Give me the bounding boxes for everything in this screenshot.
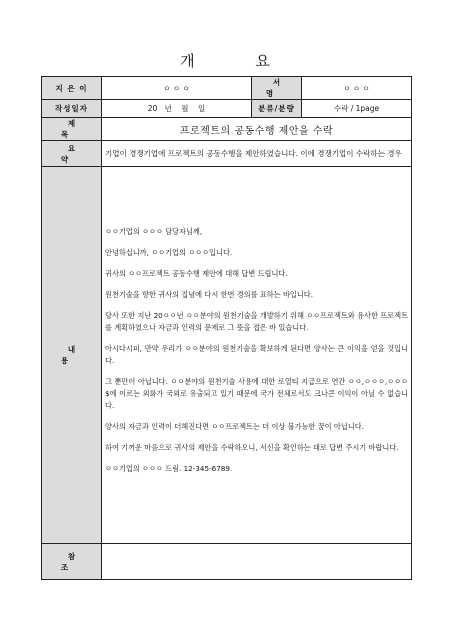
reference-label: 참 조 [42,544,102,580]
content-paragraph: ㅇㅇ기업의 ㅇㅇㅇ 담당자님께, [105,227,203,236]
subject-row [42,118,412,141]
document-title: 개 요 [180,52,298,70]
subject-label: 제 목 [42,118,102,141]
content-paragraph: 원천기술을 향한 귀사의 집념에 다시 한번 경의를 표하는 바입니다. [105,290,314,299]
document-form [41,76,412,580]
content-row [42,167,412,544]
content-label: 내 용 [42,167,102,544]
date-label: 작성일자 [42,100,102,118]
content-paragraph: 안녕하십니까, ㅇㅇ기업의 ㅇㅇㅇ입니다. [105,248,233,257]
summary-label: 요 약 [42,141,102,167]
category-label: 분류/분량 [252,100,302,118]
summary-row [42,141,412,167]
reference-value [102,544,412,580]
content-paragraph: 귀사의 ㅇㅇ프로젝트 공동수행 제안에 대해 답변 드립니다. [105,269,288,278]
subject-value: 프로젝트의 공동수행 제안을 수락 [102,118,412,141]
content-paragraph: 하여 기꺼운 마음으로 귀사의 제안을 수락하오니, 서신을 확인하는 대로 답변 주시기 바랍니다. [105,443,399,452]
author-label: 지 은 이 [42,77,102,100]
summary-value: 기업이 경쟁기업에 프로젝트의 공동수행을 제안하였습니다. 이에 경쟁기업이 수락하는 경우 [102,141,412,167]
content-paragraph: 양사의 자금과 인력이 더해진다면 ㅇㅇ프로젝트는 더 이상 불가능한 꿈이 아닙니다. [105,422,364,431]
category-value: 수락 / 1page [302,100,412,118]
content-paragraph: 당사 또한 지난 20ㅇㅇ년 ㅇㅇ분야의 원천기술을 개발하기 위해 ㅇㅇ프로젝트와 유사한 프로젝트를 계획하였으나 자금과 인력의 문제로 그 뜻을 접은 바 있습니다. [105,311,409,332]
content-paragraph: ㅇㅇ기업의 ㅇㅇㅇ 드림. 12-345-6789. [105,464,233,473]
date-value: 20 년 월 일 [102,100,252,118]
author-row [42,77,412,100]
content-paragraph: 그 뿐만이 아닙니다. ㅇㅇ분야의 원천기술 사용에 대한 로열티 지급으로 연간 ㅇㅇ,ㅇㅇㅇ,ㅇㅇㅇ$에 이르는 외화가 국외로 유출되고 있기 때문에 국가 전체로서도 크나큰 이익이 아닐 수 없습니다. [105,377,409,410]
content-paragraph: 아시다시피, 만약 우리가 ㅇㅇ분야의 원천기술을 확보하게 된다면 양사는 큰 이익을 얻을 것입니다. [105,344,409,365]
signature-value: ㅇ ㅇ ㅇ [302,77,412,100]
signature-label: 서 명 [252,77,302,100]
date-row [42,100,412,118]
reference-row [42,544,412,580]
content-body [102,167,412,544]
author-value: ㅇ ㅇ ㅇ [102,77,252,100]
